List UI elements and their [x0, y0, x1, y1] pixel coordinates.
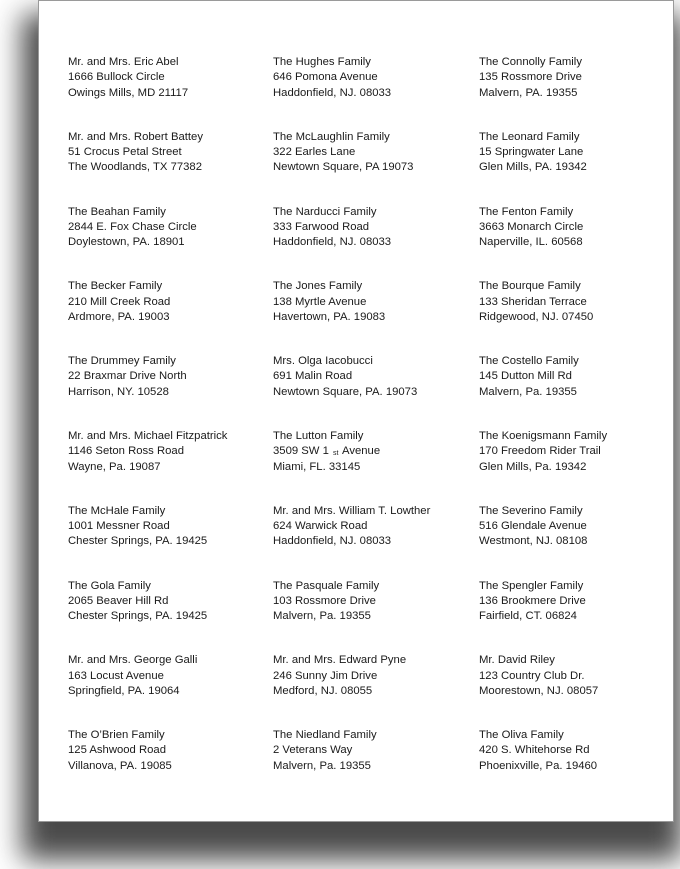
address-label: [273, 429, 473, 475]
address-label: [479, 579, 679, 625]
label-name: Mrs. Olga Iacobucci: [273, 355, 373, 368]
address-label: [68, 130, 268, 176]
label-name: Mr. and Mrs. Robert Battey: [68, 130, 203, 143]
label-city: Miami, FL. 33145: [273, 460, 361, 473]
address-label: [68, 728, 268, 774]
label-name: The Drummey Family: [68, 355, 176, 368]
address-label: [479, 205, 679, 251]
address-label: [68, 55, 268, 101]
label-name: The Becker Family: [68, 280, 163, 293]
label-city: Malvern, PA. 19355: [479, 86, 578, 99]
address-label: [68, 354, 268, 400]
label-city: Malvern, Pa. 19355: [273, 610, 371, 623]
label-name: The Oliva Family: [479, 729, 564, 742]
label-street: 2065 Beaver Hill Rd: [68, 594, 169, 607]
label-street: 163 Locust Avenue: [68, 669, 164, 682]
label-name: The O’Brien Family: [68, 729, 165, 742]
label-street: 2 Veterans Way: [273, 744, 353, 757]
label-city: Doylestown, PA. 18901: [68, 236, 185, 249]
address-label: [479, 728, 679, 774]
label-street: 646 Pomona Avenue: [273, 71, 378, 84]
label-street: 51 Crocus Petal Street: [68, 146, 182, 159]
label-city: Haddonfield, NJ. 08033: [273, 86, 392, 99]
address-label: [68, 429, 268, 475]
label-street: 136 Brookmere Drive: [479, 594, 586, 607]
label-street: 210 Mill Creek Road: [68, 295, 171, 308]
label-street: 691 Malin Road: [273, 370, 353, 383]
label-street: 22 Braxmar Drive North: [68, 370, 187, 383]
address-label: [68, 653, 268, 699]
label-name: The McHale Family: [68, 504, 166, 517]
address-label: [479, 55, 679, 101]
label-name: The Beahan Family: [68, 205, 166, 218]
label-city: Ridgewood, NJ. 07450: [479, 310, 594, 323]
label-street: 133 Sheridan Terrace: [479, 295, 587, 308]
label-name: The Leonard Family: [479, 130, 580, 143]
address-label: [479, 279, 679, 325]
address-label: [273, 55, 473, 101]
label-city: Wayne, Pa. 19087: [68, 460, 161, 473]
label-street: 1146 Seton Ross Road: [68, 445, 184, 458]
label-name: Mr. and Mrs. George Galli: [68, 654, 198, 667]
label-street: 420 S. Whitehorse Rd: [479, 744, 590, 757]
label-street: 2844 E. Fox Chase Circle: [68, 220, 197, 233]
label-sheet: [38, 0, 674, 822]
label-city: Villanova, PA. 19085: [68, 759, 172, 772]
label-city: Naperville, IL. 60568: [479, 236, 583, 249]
label-name: The Jones Family: [273, 280, 363, 293]
label-street: 103 Rossmore Drive: [273, 594, 376, 607]
label-street: 333 Farwood Road: [273, 220, 370, 233]
address-label: [479, 354, 679, 400]
label-street: 125 Ashwood Road: [68, 744, 166, 757]
label-street: 246 Sunny Jim Drive: [273, 669, 378, 682]
address-label: [273, 279, 473, 325]
label-street: 1001 Messner Road: [68, 520, 170, 533]
label-city: Phoenixville, Pa. 19460: [479, 759, 598, 772]
address-label: [273, 504, 473, 550]
label-name: The Niedland Family: [273, 729, 377, 742]
label-name: The Narducci Family: [273, 205, 377, 218]
label-name: Mr. and Mrs. Eric Abel: [68, 56, 179, 68]
label-city: Glen Mills, PA. 19342: [479, 161, 587, 174]
label-street: 624 Warwick Road: [273, 520, 368, 533]
label-street: 138 Myrtle Avenue: [273, 295, 367, 308]
label-name: The Pasquale Family: [273, 579, 380, 592]
address-label: [273, 653, 473, 699]
label-city: Haddonfield, NJ. 08033: [273, 535, 392, 548]
address-label: [68, 579, 268, 625]
label-name: The Costello Family: [479, 355, 579, 368]
label-street: 170 Freedom Rider Trail: [479, 445, 601, 458]
label-name: Mr. David Riley: [479, 654, 555, 667]
label-city: Newtown Square, PA. 19073: [273, 385, 418, 398]
label-name: The Bourque Family: [479, 280, 581, 293]
label-name: The Fenton Family: [479, 205, 574, 218]
label-city: The Woodlands, TX 77382: [68, 161, 202, 174]
label-city: Havertown, PA. 19083: [273, 310, 386, 323]
label-city: Harrison, NY. 10528: [68, 385, 169, 398]
address-label: [68, 504, 268, 550]
address-label: [273, 579, 473, 625]
label-city: Haddonfield, NJ. 08033: [273, 236, 392, 249]
label-city: Westmont, NJ. 08108: [479, 535, 588, 548]
label-street: 1666 Bullock Circle: [68, 71, 165, 84]
label-name: The Spengler Family: [479, 579, 584, 592]
label-city: Newtown Square, PA 19073: [273, 161, 414, 174]
label-name: Mr. and Mrs. Edward Pyne: [273, 654, 407, 667]
label-street: 3663 Monarch Circle: [479, 220, 584, 233]
address-label: [68, 279, 268, 325]
label-city: Owings Mills, MD 21117: [68, 86, 189, 99]
label-street: 322 Earles Lane: [273, 146, 356, 159]
label-name: The Hughes Family: [273, 56, 371, 68]
address-label: [479, 653, 679, 699]
label-city: Glen Mills, Pa. 19342: [479, 460, 587, 473]
label-name: The Koenigsmann Family: [479, 430, 608, 442]
label-name: Mr. and Mrs. William T. Lowther: [273, 504, 431, 517]
label-name: The Severino Family: [479, 504, 583, 517]
label-city: Malvern, Pa. 19355: [479, 385, 577, 398]
label-city: Springfield, PA. 19064: [68, 684, 180, 697]
label-street: 145 Dutton Mill Rd: [479, 370, 572, 383]
address-label: [273, 205, 473, 251]
address-label: [273, 354, 473, 400]
label-street: 135 Rossmore Drive: [479, 71, 582, 84]
address-label: [273, 130, 473, 176]
label-city: Ardmore, PA. 19003: [68, 310, 170, 323]
label-name: Mr. and Mrs. Michael Fitzpatrick: [68, 430, 228, 442]
address-label: [479, 429, 679, 475]
address-label: [273, 728, 473, 774]
label-street: 516 Glendale Avenue: [479, 520, 587, 533]
label-city: Medford, NJ. 08055: [273, 684, 373, 697]
label-city: Fairfield, CT. 06824: [479, 610, 577, 623]
label-city: Chester Springs, PA. 19425: [68, 535, 208, 548]
label-city: Malvern, Pa. 19355: [273, 759, 371, 772]
label-street: 123 Country Club Dr.: [479, 669, 585, 682]
label-name: The Gola Family: [68, 579, 151, 592]
address-label: [479, 504, 679, 550]
label-name: The McLaughlin Family: [273, 130, 390, 143]
label-name: The Connolly Family: [479, 56, 582, 68]
label-city: Moorestown, NJ. 08057: [479, 684, 599, 697]
label-name: The Lutton Family: [273, 430, 364, 442]
label-city: Chester Springs, PA. 19425: [68, 610, 208, 623]
address-label: [68, 205, 268, 251]
address-label: [479, 130, 679, 176]
label-street: 3509 SW 1 $^{st}$ Avenue: [273, 445, 381, 458]
label-street: 15 Springwater Lane: [479, 146, 584, 159]
